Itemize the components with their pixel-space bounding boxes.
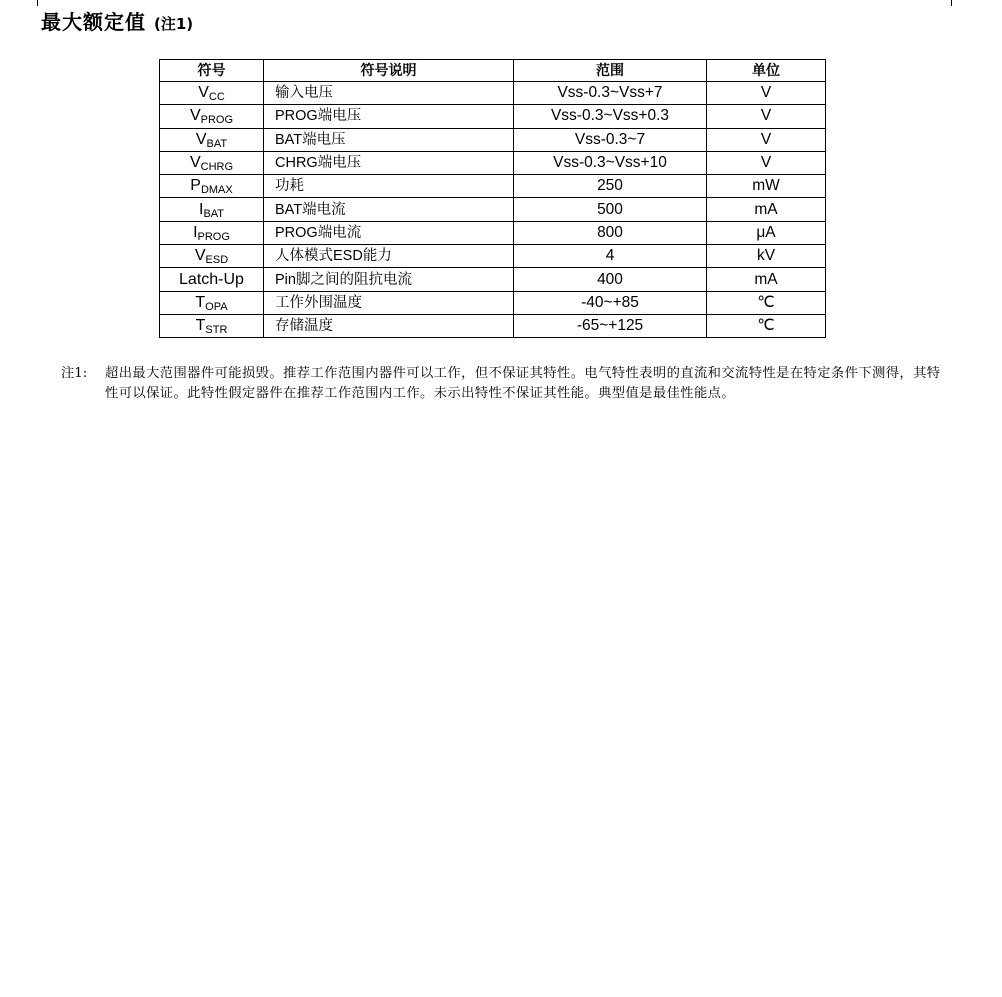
table-row <box>160 151 826 174</box>
header-range: 范围 <box>514 60 707 82</box>
table-header-row <box>160 60 826 82</box>
symbol-subscript: OPA <box>205 300 228 313</box>
description-cell: Pin脚之间的阻抗电流 <box>264 268 514 291</box>
symbol-cell <box>160 291 264 314</box>
symbol-cell <box>160 105 264 128</box>
symbol-cell <box>160 221 264 244</box>
range-cell: Vss-0.3~Vss+0.3 <box>514 105 707 128</box>
description-cell: 人体模式ESD能力 <box>264 245 514 268</box>
symbol-cell <box>160 314 264 337</box>
description-cell: 功耗 <box>264 175 514 198</box>
description-cell: BAT端电压 <box>264 128 514 151</box>
header-description: 符号说明 <box>264 60 514 82</box>
symbol-base: V <box>189 107 201 125</box>
table-row <box>160 105 826 128</box>
table-row <box>160 82 826 105</box>
table-row <box>160 198 826 221</box>
symbol-cell <box>160 151 264 174</box>
symbol-base: T <box>195 293 206 311</box>
page-corner-mark-left <box>37 0 38 6</box>
header-symbol: 符号 <box>160 60 264 82</box>
symbol-base: V <box>194 247 206 265</box>
range-cell: 4 <box>514 245 707 268</box>
description-cell: 工作外围温度 <box>264 291 514 314</box>
unit-cell: μA <box>707 221 826 244</box>
symbol-cell <box>160 268 264 291</box>
symbol-base: I <box>193 223 198 241</box>
section-title-text: 最大额定值 <box>41 10 146 34</box>
absolute-maximum-ratings-table <box>159 59 826 338</box>
description-cell: PROG端电流 <box>264 221 514 244</box>
symbol-base: V <box>189 154 201 172</box>
section-title-note-ref: (注1) <box>154 15 194 33</box>
range-cell: 400 <box>514 268 707 291</box>
unit-cell: mA <box>707 268 826 291</box>
footnote <box>61 364 951 404</box>
unit-cell: V <box>707 128 826 151</box>
description-cell: CHRG端电压 <box>264 151 514 174</box>
range-cell: 250 <box>514 175 707 198</box>
range-cell: Vss-0.3~7 <box>514 128 707 151</box>
section-title <box>41 6 193 35</box>
symbol-cell <box>160 175 264 198</box>
range-cell: -65~+125 <box>514 314 707 337</box>
range-cell: Vss-0.3~Vss+7 <box>514 82 707 105</box>
symbol-base: V <box>195 130 207 148</box>
symbol-subscript: PROG <box>200 114 234 127</box>
range-cell: 500 <box>514 198 707 221</box>
unit-cell: V <box>707 82 826 105</box>
symbol-cell <box>160 82 264 105</box>
symbol-subscript: PROG <box>197 230 230 243</box>
table-row <box>160 128 826 151</box>
range-cell: Vss-0.3~Vss+10 <box>514 151 707 174</box>
unit-cell: ℃ <box>707 291 826 314</box>
description-cell: PROG端电压 <box>264 105 514 128</box>
symbol-cell <box>160 198 264 221</box>
unit-cell: mW <box>707 175 826 198</box>
footnote-text: 超出最大范围器件可能损毁。推荐工作范围内器件可以工作，但不保证其特性。电气特性表明的直流和交流特性是在特定条件下测得，其特性可以保证。此特性假定器件在推荐工作范围内工作。未示出特性不保证其性能。典型值是最佳性能点。 <box>105 366 941 401</box>
unit-cell: V <box>707 151 826 174</box>
table-row <box>160 245 826 268</box>
unit-cell: V <box>707 105 826 128</box>
symbol-cell <box>160 128 264 151</box>
symbol-base: P <box>190 177 201 195</box>
unit-cell: ℃ <box>707 314 826 337</box>
range-cell: 800 <box>514 221 707 244</box>
symbol-base: T <box>195 317 206 335</box>
symbol-subscript: CC <box>208 91 225 104</box>
unit-cell: kV <box>707 245 826 268</box>
description-cell: 输入电压 <box>264 82 514 105</box>
symbol-subscript: ESD <box>205 254 229 267</box>
symbol-subscript: CHRG <box>200 161 234 174</box>
table-row <box>160 314 826 337</box>
table-row <box>160 221 826 244</box>
table-row <box>160 268 826 291</box>
table-row <box>160 175 826 198</box>
range-cell: -40~+85 <box>514 291 707 314</box>
table-row <box>160 291 826 314</box>
symbol-subscript: DMAX <box>200 184 233 197</box>
symbol-subscript: BAT <box>206 137 228 150</box>
page-corner-mark-right <box>951 0 952 6</box>
footnote-label: 注1: <box>61 366 88 381</box>
description-cell: 存储温度 <box>264 314 514 337</box>
header-unit: 单位 <box>707 60 826 82</box>
symbol-base: V <box>198 84 209 102</box>
symbol-subscript: STR <box>205 324 228 337</box>
unit-cell: mA <box>707 198 826 221</box>
description-cell: BAT端电流 <box>264 198 514 221</box>
symbol-cell <box>160 245 264 268</box>
symbol-base: Latch-Up <box>179 270 244 288</box>
symbol-base: I <box>198 200 204 218</box>
symbol-subscript: BAT <box>203 207 225 220</box>
